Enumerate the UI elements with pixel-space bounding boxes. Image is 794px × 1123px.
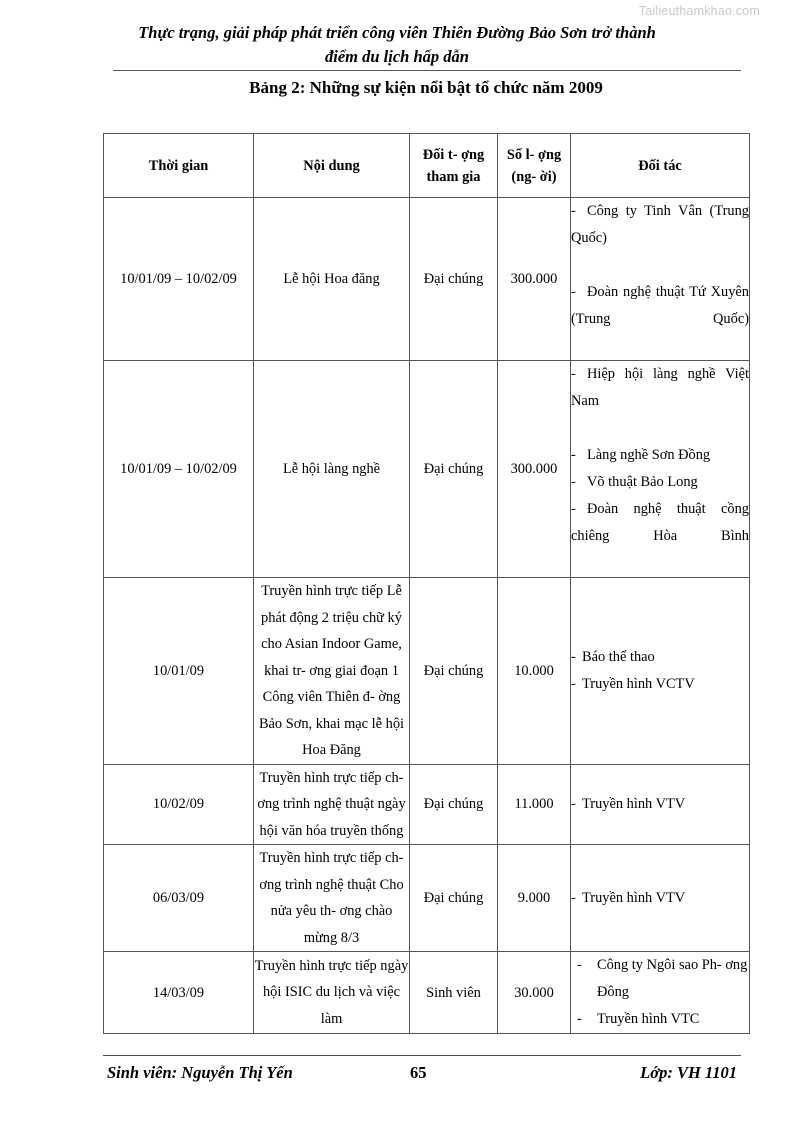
cell-content: Lễ hội Hoa đăng bbox=[254, 198, 410, 361]
cell-time: 10/01/09 – 10/02/09 bbox=[104, 198, 254, 361]
partner-list bbox=[571, 361, 749, 577]
cell-partner bbox=[571, 845, 750, 952]
partner-label: Công ty Ngôi sao Ph- ơng Đông bbox=[597, 957, 748, 1000]
partner-label: Làng nghề Sơn Đồng bbox=[587, 447, 711, 463]
table-caption: Bảng 2: Những sự kiện nổi bật tổ chức năm 2009 bbox=[249, 78, 603, 97]
cell-quantity: 10.000 bbox=[498, 578, 571, 765]
cell-audience: Đại chúng bbox=[410, 578, 498, 765]
header-audience-line-2: tham gia bbox=[426, 168, 481, 185]
table-row bbox=[104, 578, 750, 765]
table-row bbox=[104, 845, 750, 952]
partner-label: Đoàn nghệ thuật Tứ Xuyên (Trung Quốc) bbox=[571, 284, 749, 327]
bullet-dash-icon: - bbox=[571, 675, 576, 692]
bullet-dash-icon: - bbox=[571, 474, 576, 490]
partner-label: Truyền hình VCTV bbox=[582, 675, 695, 692]
cell-time: 06/03/09 bbox=[104, 845, 254, 952]
cell-audience: Đại chúng bbox=[410, 764, 498, 845]
cell-quantity: 300.000 bbox=[498, 198, 571, 361]
cell-audience: Đại chúng bbox=[410, 361, 498, 578]
cell-content: Truyền hình trực tiếp ch- ơng trình nghệ thuật ngày hội văn hóa truyền thống bbox=[254, 764, 410, 845]
partner-list bbox=[571, 885, 749, 912]
footer-page-number: 65 bbox=[410, 1063, 427, 1082]
bullet-dash-icon: - bbox=[571, 447, 576, 463]
cell-time: 10/01/09 bbox=[104, 578, 254, 765]
running-header bbox=[113, 21, 681, 69]
partner-item bbox=[571, 885, 749, 912]
header-cell-audience bbox=[410, 134, 498, 198]
partner-label: Công ty Tinh Vân (Trung Quốc) bbox=[571, 203, 749, 246]
running-header-line-2: điểm du lịch hấp dẫn bbox=[325, 47, 469, 66]
partner-label: Truyền hình VTV bbox=[582, 889, 686, 906]
bullet-dash-icon: - bbox=[571, 203, 576, 219]
cell-audience: Đại chúng bbox=[410, 198, 498, 361]
cell-partner bbox=[571, 764, 750, 845]
partner-item bbox=[571, 952, 749, 1006]
cell-time: 14/03/09 bbox=[104, 952, 254, 1034]
table-row bbox=[104, 952, 750, 1034]
table-header-row bbox=[104, 134, 750, 198]
bullet-dash-icon: - bbox=[571, 284, 576, 300]
bullet-dash-icon: - bbox=[571, 501, 576, 517]
partner-item bbox=[571, 496, 749, 577]
header-cell-content: Nội dung bbox=[254, 134, 410, 198]
cell-quantity: 300.000 bbox=[498, 361, 571, 578]
table-row bbox=[104, 764, 750, 845]
partner-list bbox=[571, 198, 749, 360]
table-row bbox=[104, 198, 750, 361]
cell-quantity: 30.000 bbox=[498, 952, 571, 1034]
cell-partner bbox=[571, 952, 750, 1034]
cell-partner bbox=[571, 361, 750, 578]
header-cell-time: Thời gian bbox=[104, 134, 254, 198]
page-footer bbox=[103, 1060, 741, 1086]
bullet-dash-icon: - bbox=[571, 795, 576, 812]
partner-item bbox=[571, 1006, 749, 1033]
partner-label: Truyền hình VTC bbox=[597, 1011, 700, 1027]
footer-student-name: Sinh viên: Nguyễn Thị Yến bbox=[107, 1063, 293, 1082]
partner-item bbox=[571, 791, 749, 818]
cell-content: Lễ hội làng nghề bbox=[254, 361, 410, 578]
cell-partner bbox=[571, 198, 750, 361]
cell-time: 10/01/09 – 10/02/09 bbox=[104, 361, 254, 578]
cell-partner bbox=[571, 578, 750, 765]
partner-item bbox=[571, 671, 749, 698]
cell-audience: Sinh viên bbox=[410, 952, 498, 1034]
cell-quantity: 11.000 bbox=[498, 764, 571, 845]
header-cell-partner: Đối tác bbox=[571, 134, 750, 198]
header-cell-quantity bbox=[498, 134, 571, 198]
partner-list bbox=[571, 952, 749, 1033]
partner-label: Đoàn nghệ thuật cồng chiêng Hòa Bình bbox=[571, 501, 749, 544]
bullet-dash-icon: - bbox=[571, 889, 576, 906]
bullet-dash-icon: - bbox=[577, 1011, 582, 1027]
partner-item bbox=[571, 442, 749, 469]
partner-label: Báo thể thao bbox=[582, 648, 655, 665]
partner-item bbox=[571, 198, 749, 279]
header-audience-line-1: Đối t- ợng bbox=[422, 146, 485, 163]
site-watermark: Tailieuthamkhao.com bbox=[638, 4, 760, 18]
partner-label: Truyền hình VTV bbox=[582, 795, 686, 812]
footer-class: Lớp: VH 1101 bbox=[640, 1063, 737, 1082]
cell-time: 10/02/09 bbox=[104, 764, 254, 845]
cell-content: Truyền hình trực tiếp ngày hội ISIC du lịch và việc làm bbox=[254, 952, 410, 1034]
running-header-line-1: Thực trạng, giải pháp phát triển công viên Thiên Đường Bảo Sơn trở thành bbox=[138, 23, 656, 42]
header-quantity-line-1: Số l- ợng bbox=[506, 146, 562, 163]
partner-item bbox=[571, 469, 749, 496]
partner-item bbox=[571, 644, 749, 671]
partner-list bbox=[571, 644, 749, 698]
events-table bbox=[103, 133, 750, 1034]
partner-list bbox=[571, 791, 749, 818]
partner-label: Hiệp hội làng nghề Việt Nam bbox=[571, 366, 749, 409]
table-row bbox=[104, 361, 750, 578]
header-divider bbox=[113, 70, 741, 71]
header-quantity-line-2: (ng- ời) bbox=[511, 168, 557, 185]
bullet-dash-icon: - bbox=[571, 648, 576, 665]
partner-label: Võ thuật Bảo Long bbox=[587, 474, 698, 490]
cell-quantity: 9.000 bbox=[498, 845, 571, 952]
cell-content: Truyền hình trực tiếp Lễ phát động 2 triệu chữ ký cho Asian Indoor Game, khai tr- ơng giai đoạn 1 Công viên Thiên đ- ờng Bảo Sơn, khai mạc lễ hội Hoa Đăng bbox=[254, 578, 410, 765]
bullet-dash-icon: - bbox=[571, 366, 576, 382]
cell-audience: Đại chúng bbox=[410, 845, 498, 952]
cell-content: Truyền hình trực tiếp ch- ơng trình nghệ thuật Cho nửa yêu th- ơng chào mừng 8/3 bbox=[254, 845, 410, 952]
bullet-dash-icon: - bbox=[577, 957, 582, 973]
events-table-wrapper bbox=[103, 133, 749, 1034]
partner-item bbox=[571, 361, 749, 442]
partner-item bbox=[571, 279, 749, 360]
footer-divider bbox=[103, 1055, 741, 1056]
